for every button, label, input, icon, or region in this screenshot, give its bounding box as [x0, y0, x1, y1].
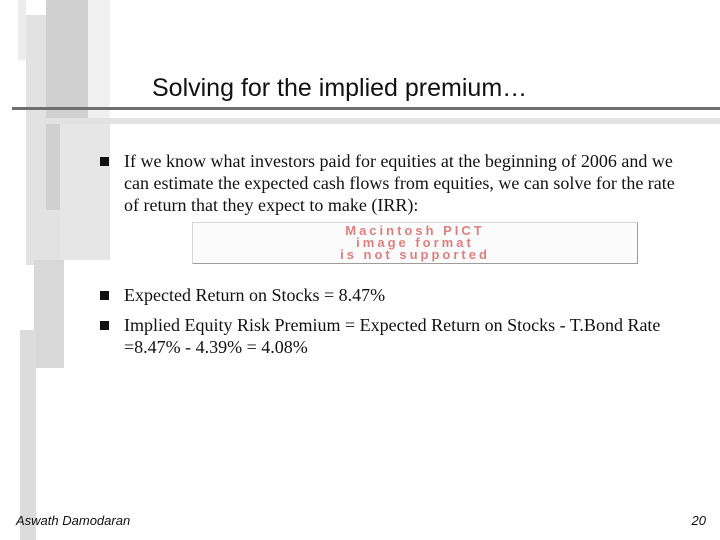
bullet-marker — [100, 157, 109, 166]
title-divider — [12, 107, 720, 110]
decor-bar — [18, 0, 26, 60]
bullet-text: Implied Equity Risk Premium = Expected Return on Stocks - T.Bond Rate =8.47% - 4.39% = 4.08% — [124, 315, 661, 357]
bullet-text: Expected Return on Stocks = 8.47% — [124, 285, 386, 305]
bullet-text: If we know what investors paid for equities at the beginning of 2006 and we can estimate the expected cash flows from equities, we can solve for the rate of return that they expect to make (IRR): — [124, 151, 675, 215]
title-divider-shadow — [40, 118, 720, 124]
unsupported-image-placeholder — [192, 222, 638, 264]
decor-bar — [20, 330, 36, 540]
footer-author: Aswath Damodaran — [16, 513, 131, 528]
slide-title: Solving for the implied premium… — [152, 74, 528, 102]
bullet-marker — [100, 321, 109, 330]
decor-bar — [60, 120, 110, 260]
placeholder-line: image format — [356, 235, 474, 250]
placeholder-line: Macintosh PICT — [345, 223, 485, 238]
bullet-marker — [100, 291, 109, 300]
decor-bar — [88, 0, 110, 120]
decor-bar — [34, 260, 64, 368]
placeholder-text — [203, 225, 627, 261]
placeholder-line: is not supported — [340, 247, 490, 262]
page-number: 20 — [691, 513, 706, 528]
